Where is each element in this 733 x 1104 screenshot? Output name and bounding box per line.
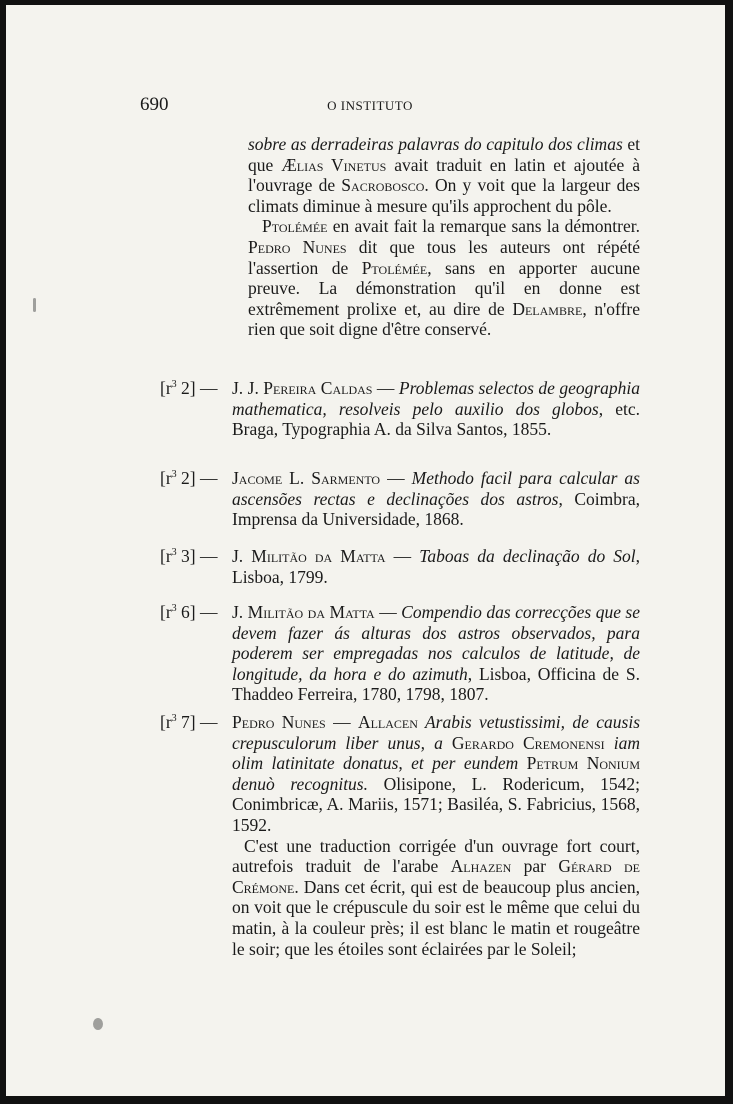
- bibliography-entry: [160, 602, 640, 705]
- text-run: —: [385, 546, 420, 566]
- ref-open: [r: [160, 712, 172, 732]
- bibliography-entry: [160, 378, 640, 440]
- entry-publication: , etc. Braga, Typographia A. da Silva Santos, 1855.: [232, 398, 640, 440]
- entry-title: Methodo facil para calcular as ascensões rectas e declinações dos astros: [232, 468, 640, 509]
- ref-sup: 3: [171, 469, 177, 481]
- entry-reference: [160, 378, 217, 399]
- entry-publication: , Lisboa, Officina de S. Thaddeo Ferreira, 1780, 1798, 1807.: [232, 663, 640, 705]
- entry-author: J. J. Pereira Caldas: [232, 378, 373, 398]
- text-run: et que: [248, 134, 640, 175]
- ref-sup: 3: [171, 713, 177, 725]
- entry-title: Taboas da declinação do Sol: [419, 546, 636, 566]
- ref-open: [r: [160, 468, 172, 488]
- text-run: dit que tous les auteurs ont répété l'assertion de: [248, 236, 640, 278]
- entry-text: [232, 468, 640, 530]
- person-name: Gerardo Cremonensi: [451, 732, 605, 753]
- person-name: Ptolémée: [262, 216, 328, 237]
- text-run: par: [511, 856, 559, 877]
- person-name: Gérard de Crémone: [232, 856, 640, 897]
- entry-title: denuò recognitus.: [232, 773, 368, 794]
- entry-author: Pedro Nunes: [232, 712, 326, 732]
- person-name: Petrum Nonium: [526, 753, 640, 774]
- text-run: —: [372, 378, 399, 398]
- entry-author: J. Militão da Matta: [232, 602, 375, 622]
- entry-author: J. Militão da Matta: [232, 546, 386, 566]
- entry-text: [232, 712, 640, 959]
- entry-publication: , Coimbra, Imprensa da Universidade, 1868.: [232, 488, 640, 530]
- entry-text: [232, 378, 640, 440]
- text-run: , sans en apporter aucune preuve. La démonstration qu'il en donne est extrêmement prolixe et, au dire de: [248, 257, 640, 319]
- text-run: —: [374, 602, 402, 622]
- person-name: Alhazen: [450, 856, 512, 877]
- entry-title: Problemas selectos de geographia mathematica, resolveis pelo auxilio dos globos: [232, 378, 641, 419]
- text-run: —: [380, 468, 412, 488]
- ref-open: [r: [160, 546, 172, 566]
- ref-close: 7] —: [176, 712, 218, 732]
- person-name: Pedro Nunes: [248, 236, 347, 257]
- person-name: Delambre: [512, 298, 583, 319]
- ref-close: 2] —: [176, 468, 218, 488]
- ref-open: [r: [160, 602, 172, 622]
- entry-publication: , Lisboa, 1799.: [232, 546, 641, 587]
- entry-reference: [160, 602, 217, 623]
- text-run: , n'offre rien que soit digne d'être conservé.: [248, 298, 640, 340]
- page-number: 690: [140, 94, 169, 115]
- text-run: . Dans cet écrit, qui est de beaucoup plus ancien, on voit que le crépuscule du soir est le même que celui du matin, à la couleur près; il est blanc le matin et rougeâtre le soir; que les étoiles sont éclairées par le Soleil;: [232, 876, 640, 959]
- person-name: Allacen: [357, 712, 418, 732]
- entry-text: [232, 602, 640, 705]
- entry-text: [232, 546, 640, 587]
- entry-title: Compendio das correcções que se devem fazer ás alturas dos astros observados, para poderem ser empregadas nos calculos de latitude, de longitude, da hora e do azimuth: [232, 602, 641, 684]
- intro-italic: sobre as derradeiras palavras do capitulo dos climas: [248, 134, 623, 154]
- bibliography-entry: [160, 468, 640, 530]
- ref-close: 2] —: [176, 378, 218, 398]
- ref-sup: 3: [171, 547, 177, 559]
- intro-paragraph-2: [248, 216, 640, 340]
- entry-commentary: [232, 836, 640, 960]
- entry-publication: Olisipone, L. Rodericum, 1542; Conimbricæ, A. Mariis, 1571; Basiléa, S. Fabricius, 1568, 1592.: [232, 773, 640, 835]
- text-run: en avait fait la remarque sans la démontrer.: [327, 216, 640, 237]
- person-name: Ptolémée: [361, 257, 428, 278]
- ref-sup: 3: [171, 379, 177, 391]
- entry-reference: [160, 468, 217, 489]
- text-run: C'est une traduction corrigée d'un ouvrage fort court, autrefois traduit de l'arabe: [232, 835, 640, 877]
- running-title: O INSTITUTO: [327, 98, 413, 113]
- person-name: Sacrobosco: [341, 175, 425, 196]
- intro-paragraph-1: [248, 134, 640, 216]
- ref-close: 3] —: [176, 546, 218, 566]
- entry-author: Jacome L. Sarmento: [232, 468, 381, 488]
- bibliography-entry: [160, 546, 640, 587]
- bibliography-entry: [160, 712, 640, 959]
- entry-reference: [160, 546, 217, 567]
- page-header: [140, 94, 640, 124]
- text-run: . On y voit que la largeur des climats diminue à mesure qu'ils approchent du pôle.: [248, 175, 640, 216]
- ref-open: [r: [160, 378, 172, 398]
- text-run: —: [325, 712, 358, 732]
- entry-citation: [232, 712, 640, 836]
- person-name: Ælias Vinetus: [281, 154, 387, 175]
- entry-title: iam olim latinitate donatus, et per eundem: [232, 732, 640, 774]
- entry-title: Arabis vetustissimi, de causis crepusculorum liber unus, a: [232, 712, 641, 753]
- text-run: avait traduit en latin et ajoutée à l'ouvrage de: [248, 154, 640, 196]
- ref-sup: 3: [171, 603, 177, 615]
- intro-text: [248, 134, 640, 340]
- entry-reference: [160, 712, 217, 733]
- ref-close: 6] —: [176, 602, 218, 622]
